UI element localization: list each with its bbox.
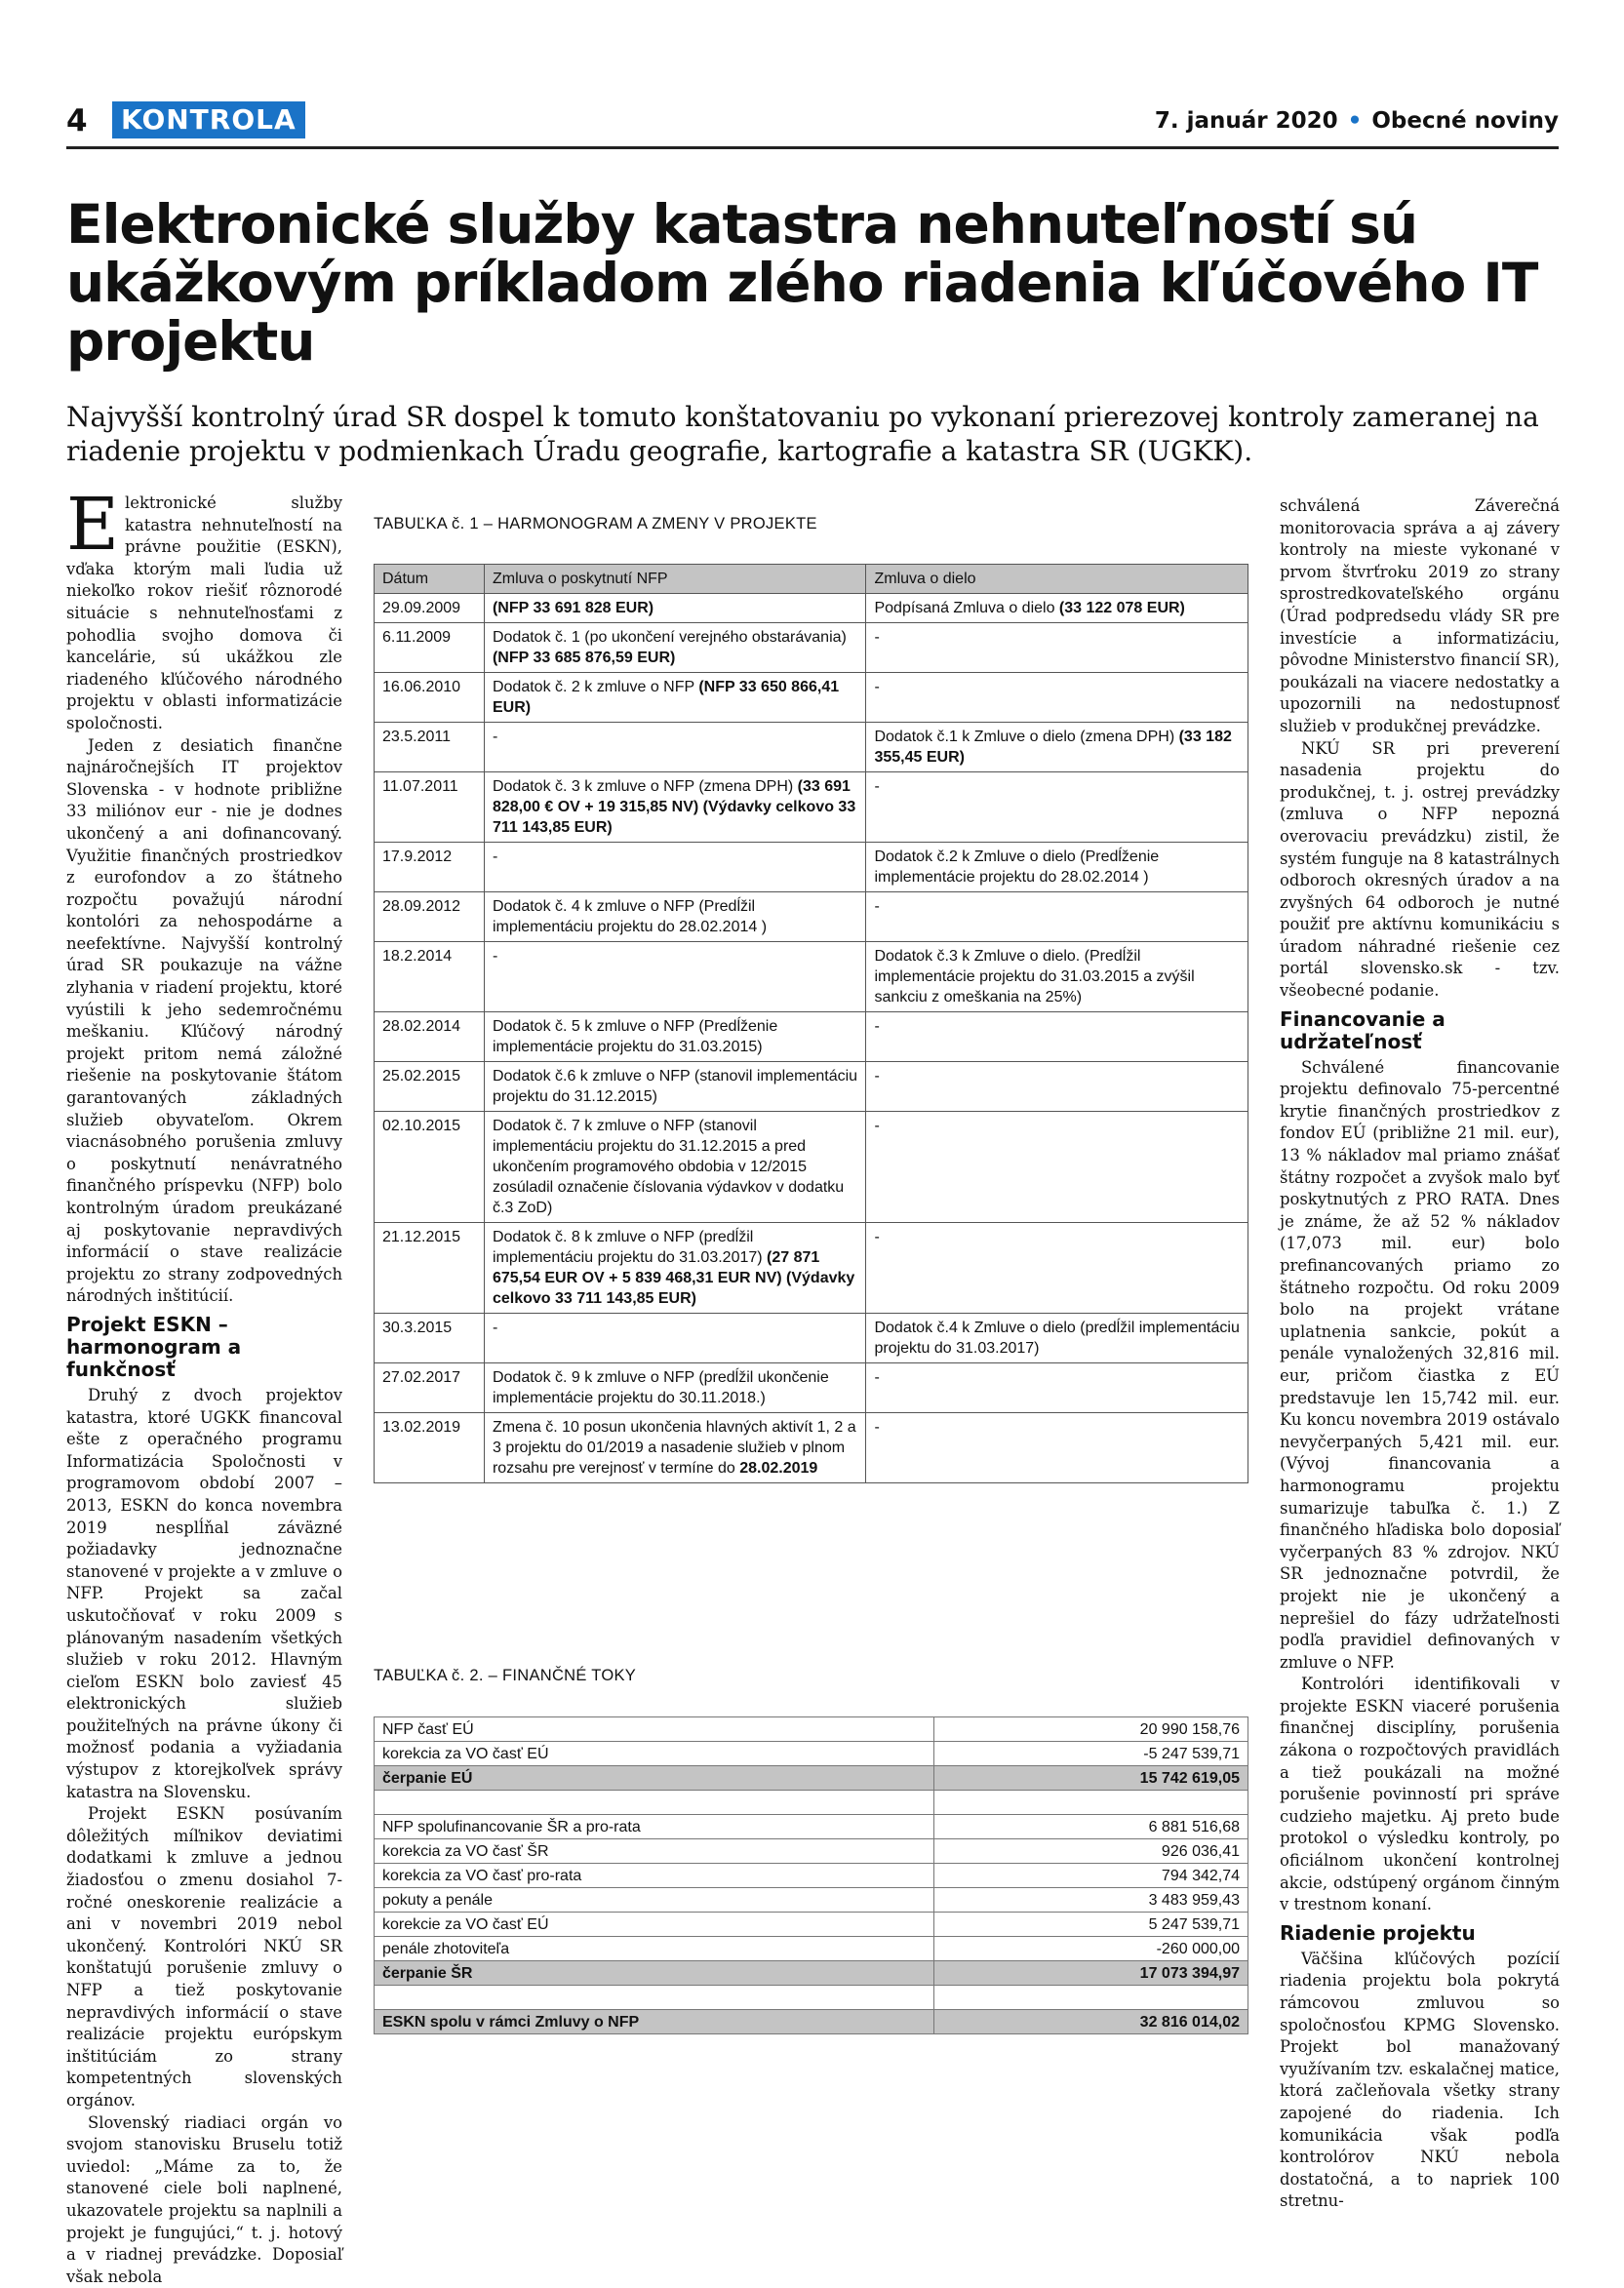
table-row	[375, 892, 1248, 942]
paragraph: Jeden z desiatich finančne najnáročnejších IT projektov Slovenska - v hodnote približne 33 miliónov eur - nie je dodnes ukončený a ani dofinancovaný. Využitie finančných prostriedkov z eurofondov a zo štátneho rozpočtu považujú národní kontolóri za nehospodárne a neefektívne. Najvyšší kontrolný úrad SR poukazuje na vážne zlyhania v riadení projektu, ktoré vyústili k jeho sedemročnému meškaniu. Kľúčový národný projekt pritom nemá záložné riešenie na poskytovanie štátom garantovaných základných služieb obyvateľom. Okrem viacnásobného porušenia zmluvy o poskytnutí nenávratného finančného príspevku (NFP) bolo kontrolným úradom preukázané aj poskytovanie nepravdivých informácií o stave realizácie projektu zo strany zodpovedných národných inštitúcií.	[66, 735, 342, 1306]
dielo-cell-text: Podpísaná Zmluva o dielo	[874, 600, 1059, 616]
item-label: korekcia za VO časť ŠR	[375, 1839, 934, 1864]
dielo-cell-text: -	[874, 629, 880, 646]
item-label	[375, 1986, 934, 2010]
dielo-cell-text: -	[874, 1068, 880, 1085]
dielo-cell-amount: (33 122 078 EUR)	[1058, 600, 1185, 616]
date-cell-text: 13.02.2019	[382, 1419, 461, 1436]
nfp-cell-text: Dodatok č. 1 (po ukončení verejného obstarávania)	[492, 629, 847, 646]
date-cell	[375, 1012, 485, 1062]
drop-cap: E	[66, 483, 120, 567]
item-label: penále zhotoviteľa	[375, 1937, 934, 1961]
article-title: Elektronické služby katastra nehnuteľností sú ukážkovým príkladom zlého riadenia kľúčového IT projektu	[66, 193, 1538, 373]
item-label: NFP časť EÚ	[375, 1717, 934, 1742]
subheading: Riadenie projektu	[1280, 1920, 1476, 1945]
item-label: čerpanie ŠR	[375, 1961, 934, 1986]
nfp-cell-text: Zmena č. 10 posun ukončenia hlavných aktivít 1, 2 a 3 projektu do 01/2019 a nasadenie služieb v plnom rozsahu pre verejnosť v termíne do	[492, 1419, 856, 1477]
dielo-cell-text: -	[874, 1229, 880, 1245]
dielo-cell-amount: (33 182 355,45 EUR)	[874, 729, 1232, 766]
date-cell	[375, 1112, 485, 1223]
table-row	[375, 843, 1248, 892]
date-cell-text: 6.11.2009	[382, 629, 451, 646]
table-row	[375, 1112, 1248, 1223]
nfp-cell-amount: (NFP 33 685 876,59 EUR)	[492, 650, 676, 666]
dielo-cell-text: -	[874, 1419, 880, 1436]
date-cell-text: 16.06.2010	[382, 679, 461, 695]
table-row	[375, 1012, 1248, 1062]
dielo-cell-text: -	[874, 778, 880, 795]
item-label: NFP spolufinancovanie ŠR a pro-rata	[375, 1815, 934, 1839]
nfp-cell	[484, 623, 866, 673]
item-label: ESKN spolu v rámci Zmluvy o NFP	[375, 2010, 934, 2034]
dielo-cell-text: -	[874, 679, 880, 695]
dielo-cell	[866, 1012, 1248, 1062]
item-amount: -5 247 539,71	[934, 1742, 1248, 1766]
dielo-cell	[866, 1062, 1248, 1112]
item-amount	[934, 1791, 1248, 1815]
dielo-cell-text: -	[874, 1118, 880, 1134]
date-cell-text: 11.07.2011	[382, 778, 458, 795]
nfp-cell	[484, 723, 866, 772]
item-amount: 794 342,74	[934, 1864, 1248, 1888]
subheading: Projekt ESKN – harmonogram a funkčnosť	[66, 1312, 242, 1381]
date-cell-text: 18.2.2014	[382, 948, 453, 965]
dielo-cell	[866, 623, 1248, 673]
table-row	[375, 772, 1248, 843]
nfp-cell-text: -	[492, 948, 498, 965]
date-cell-text: 28.02.2014	[382, 1018, 461, 1035]
dielo-cell-text: -	[874, 898, 880, 915]
paragraph: Schválené financovanie projektu definovalo 75-percentné krytie finančných prostriedkov z fondov EÚ (približne 21 mil. eur), 13 % nákladov mal priamo znášať štátny rozpočet a zvyšok malo byť poskytnutých z PRO RATA. Dnes je známe, že až 52 % nákladov (17,073 mil. eur) bolo prefinancovaných priamo zo štátneho rozpočtu. Od roku 2009 bolo na projekt vrátane uplatnenia sankcie, pokút a penále vynaložených 32,816 mil. eur, pričom čiastka z EÚ predstavuje len 15,742 mil. eur. Ku koncu novembra 2019 ostávalo nevyčerpaných 5,421 mil. eur. (Vývoj financovania a harmonogramu projektu sumarizuje tabuľka č. 1.) Z finančného hľadiska bolo doposiaľ vyčerpaných 83 % zdrojov. NKÚ SR jednoznačne potvrdil, že projekt nie je ukončený a neprešiel do fázy udržateľnosti podľa pravidiel definovaných v zmluve o NFP.	[1280, 1057, 1560, 1672]
table-row	[375, 723, 1248, 772]
nfp-cell-text: -	[492, 729, 498, 745]
date-cell-text: 29.09.2009	[382, 600, 461, 616]
nfp-cell-amount: (NFP 33 650 866,41 EUR)	[492, 679, 840, 716]
table-row	[375, 1314, 1248, 1363]
dielo-cell	[866, 1413, 1248, 1483]
subheading: Financovanie a udržateľnosť	[1280, 1006, 1446, 1053]
item-label	[375, 1791, 934, 1815]
item-label: čerpanie EÚ	[375, 1766, 934, 1791]
nfp-cell	[484, 1363, 866, 1413]
table-row	[375, 623, 1248, 673]
date-cell	[375, 623, 485, 673]
financial-flows-table	[374, 1716, 1248, 2034]
date-cell-text: 21.12.2015	[382, 1229, 461, 1245]
date-cell	[375, 942, 485, 1012]
article-lead: Najvyšší kontrolný úrad SR dospel k tomuto konštatovaniu po vykonaní prierezovej kontroly zameranej na riadenie projektu v podmienkach Úradu geografie, kartografie a katastra SR (UGKK).	[66, 401, 1539, 467]
table-row	[375, 1766, 1248, 1791]
table-row	[375, 1961, 1248, 1986]
column-header: Dátum	[375, 565, 485, 594]
nfp-cell-text: -	[492, 848, 498, 865]
item-label: korekcie za VO časť EÚ	[375, 1913, 934, 1937]
item-amount: -260 000,00	[934, 1937, 1248, 1961]
item-amount: 3 483 959,43	[934, 1888, 1248, 1913]
date-cell	[375, 1223, 485, 1314]
table-row	[375, 2010, 1248, 2034]
table-row	[375, 1717, 1248, 1742]
header-rule	[66, 146, 1559, 149]
paragraph: Projekt ESKN posúvaním dôležitých míľnikov deviatimi dodatkami k zmluve a jednou žiadosťou o zmenu dosiahol 7-ročné oneskorenie realizácie a ani v novembri 2019 nebol ukončený. Kontrolóri NKÚ SR konštatujú porušenie zmluvy o NFP a tiež poskytovanie nepravdivých informácií o stave realizácie projektu európskym inštitúciám zo strany kompetentných slovenských orgánov.	[66, 1804, 342, 2110]
nfp-cell	[484, 1314, 866, 1363]
nfp-cell	[484, 1223, 866, 1314]
table-row	[375, 1839, 1248, 1864]
item-amount: 20 990 158,76	[934, 1717, 1248, 1742]
nfp-cell-amount: 28.02.2019	[739, 1460, 818, 1477]
date-cell-text: 25.02.2015	[382, 1068, 461, 1085]
item-amount: 17 073 394,97	[934, 1961, 1248, 1986]
paragraph-text: lektronické služby katastra nehnuteľností na právne použitie (ESKN), vďaka ktorým mali ľudia už niekoľko rokov riešiť rôznorodé situácie s nehnuteľnosťami z pohodlia svojho domova či kancelárie, sú ukážkou zle riadeného kľúčového národného projektu v oblasti informatizácie spoločnosti.	[66, 493, 342, 732]
date-cell	[375, 1314, 485, 1363]
nfp-cell-amount: (27 871 675,54 EUR OV + 5 839 468,31 EUR NV) (Výdavky celkovo 33 711 143,85 EUR)	[492, 1249, 855, 1307]
nfp-cell-text: Dodatok č. 5 k zmluve o NFP (Predĺženie implementácie projektu do 31.03.2015)	[492, 1018, 778, 1055]
date-cell	[375, 772, 485, 843]
table-row	[375, 1062, 1248, 1112]
date-cell	[375, 723, 485, 772]
dielo-cell-text: Dodatok č.1 k Zmluve o dielo (zmena DPH)	[874, 729, 1179, 745]
nfp-cell	[484, 673, 866, 723]
table1-caption: TABUĽKA č. 1 – HARMONOGRAM A ZMENY V PROJEKTE	[374, 515, 817, 533]
nfp-cell	[484, 1012, 866, 1062]
table-row	[375, 1937, 1248, 1961]
table-row	[375, 1913, 1248, 1937]
nfp-cell	[484, 843, 866, 892]
nfp-cell	[484, 1112, 866, 1223]
table-row	[375, 1742, 1248, 1766]
paragraph: Slovenský riadiaci orgán vo svojom stanovisku Bruselu totiž uviedol: „Máme za to, že stanovené ciele boli naplnené, ukazovatele projektu sa naplnili a projekt je fungujúci,“ t. j. hotový a v riadnej prevádzke. Doposiaľ však nebola	[66, 2112, 342, 2286]
paragraph: NKÚ SR pri preverení nasadenia projektu do produkčnej, t. j. ostrej prevádzky (zmluva o NFP nepozná overovaciu prevádzku) zistil, že systém funguje na 8 katastrálnych odboroch okresných úradov a na zvyšných 64 odboroch je nutné použiť pre aktívnu komunikáciu s úradom náhradné riešenie cez portál slovensko.sk - tzv. všeobecné podanie.	[1280, 738, 1560, 1001]
paragraph: Väčšina kľúčových pozícií riadenia projektu bola pokrytá rámcovou zmluvou so spoločnosťou KPMG Slovensko. Projekt bol manažovaný využívaním tzv. eskalačnej matice, ktorá začleňovala všetky strany zapojené do riadenia. Ich komunikácia však podľa kontrolórov NKÚ nebola dostatočná, a to napriek 100 stretnu-	[1280, 1949, 1560, 2211]
spacer-row	[375, 1986, 1248, 2010]
dielo-cell-text: -	[874, 1369, 880, 1386]
date-cell	[375, 1062, 485, 1112]
dielo-cell	[866, 942, 1248, 1012]
paragraph	[66, 483, 342, 735]
nfp-cell-text: Dodatok č.6 k zmluve o NFP (stanovil implementáciu projektu do 31.12.2015)	[492, 1068, 858, 1105]
item-amount: 6 881 516,68	[934, 1815, 1248, 1839]
nfp-cell	[484, 1413, 866, 1483]
page-header	[66, 101, 1559, 144]
schedule-table	[374, 564, 1248, 1483]
dielo-cell	[866, 723, 1248, 772]
dielo-cell	[866, 1223, 1248, 1314]
item-amount: 5 247 539,71	[934, 1913, 1248, 1937]
item-label: korekcia za VO časť EÚ	[375, 1742, 934, 1766]
item-amount: 32 816 014,02	[934, 2010, 1248, 2034]
issue-date: 7. január 2020	[1154, 108, 1338, 134]
date-cell	[375, 843, 485, 892]
nfp-cell-amount: (33 691 828,00 € OV + 19 315,85 NV) (Výdavky celkovo 33 711 143,85 EUR)	[492, 778, 856, 836]
table-row	[375, 1815, 1248, 1839]
table-row	[375, 1223, 1248, 1314]
table-row	[375, 673, 1248, 723]
table-row	[375, 1413, 1248, 1483]
paragraph: Kontrolóri identifikovali v projekte ESKN viaceré porušenia finančnej disciplíny, porušenia zákona o rozpočtových pravidlách a tiež poukázali na možné porušenie povinností pri správe cudzieho majetku. Aj preto bude protokol o výsledku kontroly, po oficiálnom ukončení kontrolnej akcie, odstúpený orgánom činným v trestnom konaní.	[1280, 1675, 1560, 1914]
nfp-cell	[484, 772, 866, 843]
item-label: pokuty a penále	[375, 1888, 934, 1913]
nfp-cell	[484, 1062, 866, 1112]
nfp-cell-text: Dodatok č. 2 k zmluve o NFP	[492, 679, 699, 695]
page-number: 4	[66, 103, 88, 138]
date-cell	[375, 594, 485, 623]
nfp-cell	[484, 892, 866, 942]
dielo-cell	[866, 594, 1248, 623]
table-row	[375, 594, 1248, 623]
item-amount: 15 742 619,05	[934, 1766, 1248, 1791]
issue-info	[1155, 105, 1559, 137]
table-row	[375, 1363, 1248, 1413]
table-row	[375, 1864, 1248, 1888]
dielo-cell	[866, 1112, 1248, 1223]
dielo-cell	[866, 673, 1248, 723]
table2-caption: TABUĽKA č. 2. – FINANČNÉ TOKY	[374, 1667, 637, 1684]
date-cell	[375, 673, 485, 723]
right-column	[1280, 495, 1560, 2213]
table-row	[375, 942, 1248, 1012]
date-cell-text: 02.10.2015	[382, 1118, 461, 1134]
dielo-cell	[866, 772, 1248, 843]
dielo-cell-text: Dodatok č.3 k Zmluve o dielo. (Predĺžil implementácie projektu do 31.03.2015 a zvýšil sankciu z omeškania na 25%)	[874, 948, 1195, 1006]
table-row	[375, 1888, 1248, 1913]
nfp-cell-text: Dodatok č. 3 k zmluve o NFP (zmena DPH)	[492, 778, 798, 795]
nfp-cell-text: Dodatok č. 9 k zmluve o NFP (predĺžil ukončenie implementácie projektu do 30.11.2018.)	[492, 1369, 829, 1406]
item-amount: 926 036,41	[934, 1839, 1248, 1864]
paragraph: Druhý z dvoch projektov katastra, ktoré UGKK financoval ešte z operačného programu Informatizácia Spoločnosti v programovom období 2007 – 2013, ESKN do konca novembra 2019 nesplĺňal záväzné požiadavky jednoznačne stanovené v projekte a v zmluve o NFP. Projekt sa začal uskutočňovať v roku 2009 s plánovaným nasadením všetkých služieb v roku 2012. Hlavným cieľom ESKN bolo zaviesť 45 elektronických služieb použiteľných na právne úkony či možnosť podania a vyžiadania výstupov z ktorejkoľvek správy katastra na Slovensku.	[66, 1385, 342, 1801]
date-cell-text: 27.02.2017	[382, 1369, 461, 1386]
dielo-cell	[866, 892, 1248, 942]
nfp-cell-text: -	[492, 1320, 498, 1336]
paragraph: schválená Záverečná monitorovacia správa a aj závery kontroly na mieste vykonané v prvom štvrťroku 2019 zo strany sprostredkovateľského orgánu (Úrad podpredsedu vlády SR pre investície a informatizáciu, pôvodne Ministerstvo financií SR), poukázali na viacere nedostatky a upozornili na nedostupnosť služieb v produkčnej prevádzke.	[1280, 496, 1561, 735]
section-label: KONTROLA	[112, 101, 305, 138]
item-amount	[934, 1986, 1248, 2010]
date-cell	[375, 1413, 485, 1483]
table-header-row	[375, 565, 1248, 594]
date-cell-text: 17.9.2012	[382, 848, 453, 865]
dielo-cell-text: Dodatok č.2 k Zmluve o dielo (Predĺženie implementácie projektu do 28.02.2014 )	[874, 848, 1160, 886]
dielo-cell	[866, 843, 1248, 892]
dielo-cell	[866, 1363, 1248, 1413]
dielo-cell-text: -	[874, 1018, 880, 1035]
dielo-cell	[866, 1314, 1248, 1363]
publication-name: Obecné noviny	[1371, 108, 1559, 134]
column-header: Zmluva o poskytnutí NFP	[484, 565, 866, 594]
nfp-cell	[484, 594, 866, 623]
date-cell	[375, 892, 485, 942]
nfp-cell-text: (NFP 33 691 828 EUR)	[492, 600, 654, 616]
nfp-cell-text: Dodatok č. 4 k zmluve o NFP (Predĺžil implementáciu projektu do 28.02.2014 )	[492, 898, 768, 935]
dielo-cell-text: Dodatok č.4 k Zmluve o dielo (predĺžil implementáciu projektu do 31.03.2017)	[874, 1320, 1240, 1357]
column-header: Zmluva o dielo	[866, 565, 1248, 594]
date-cell-text: 28.09.2012	[382, 898, 461, 915]
date-cell-text: 23.5.2011	[382, 729, 451, 745]
nfp-cell	[484, 942, 866, 1012]
nfp-cell-text: Dodatok č. 7 k zmluve o NFP (stanovil implementáciu projektu do 31.12.2015 a pred ukončením programového obdobia v 12/2015 zosúladil označenie číslovania výdavkov v dodatku č.3 ZoD)	[492, 1118, 845, 1216]
separator: •	[1347, 108, 1363, 134]
spacer-row	[375, 1791, 1248, 1815]
date-cell-text: 30.3.2015	[382, 1320, 453, 1336]
nfp-cell-text: Dodatok č. 8 k zmluve o NFP (predĺžil implementáciu projektu do 31.03.2017)	[492, 1229, 768, 1266]
date-cell	[375, 1363, 485, 1413]
left-column	[66, 483, 342, 2288]
item-label: korekcia za VO časť pro-rata	[375, 1864, 934, 1888]
